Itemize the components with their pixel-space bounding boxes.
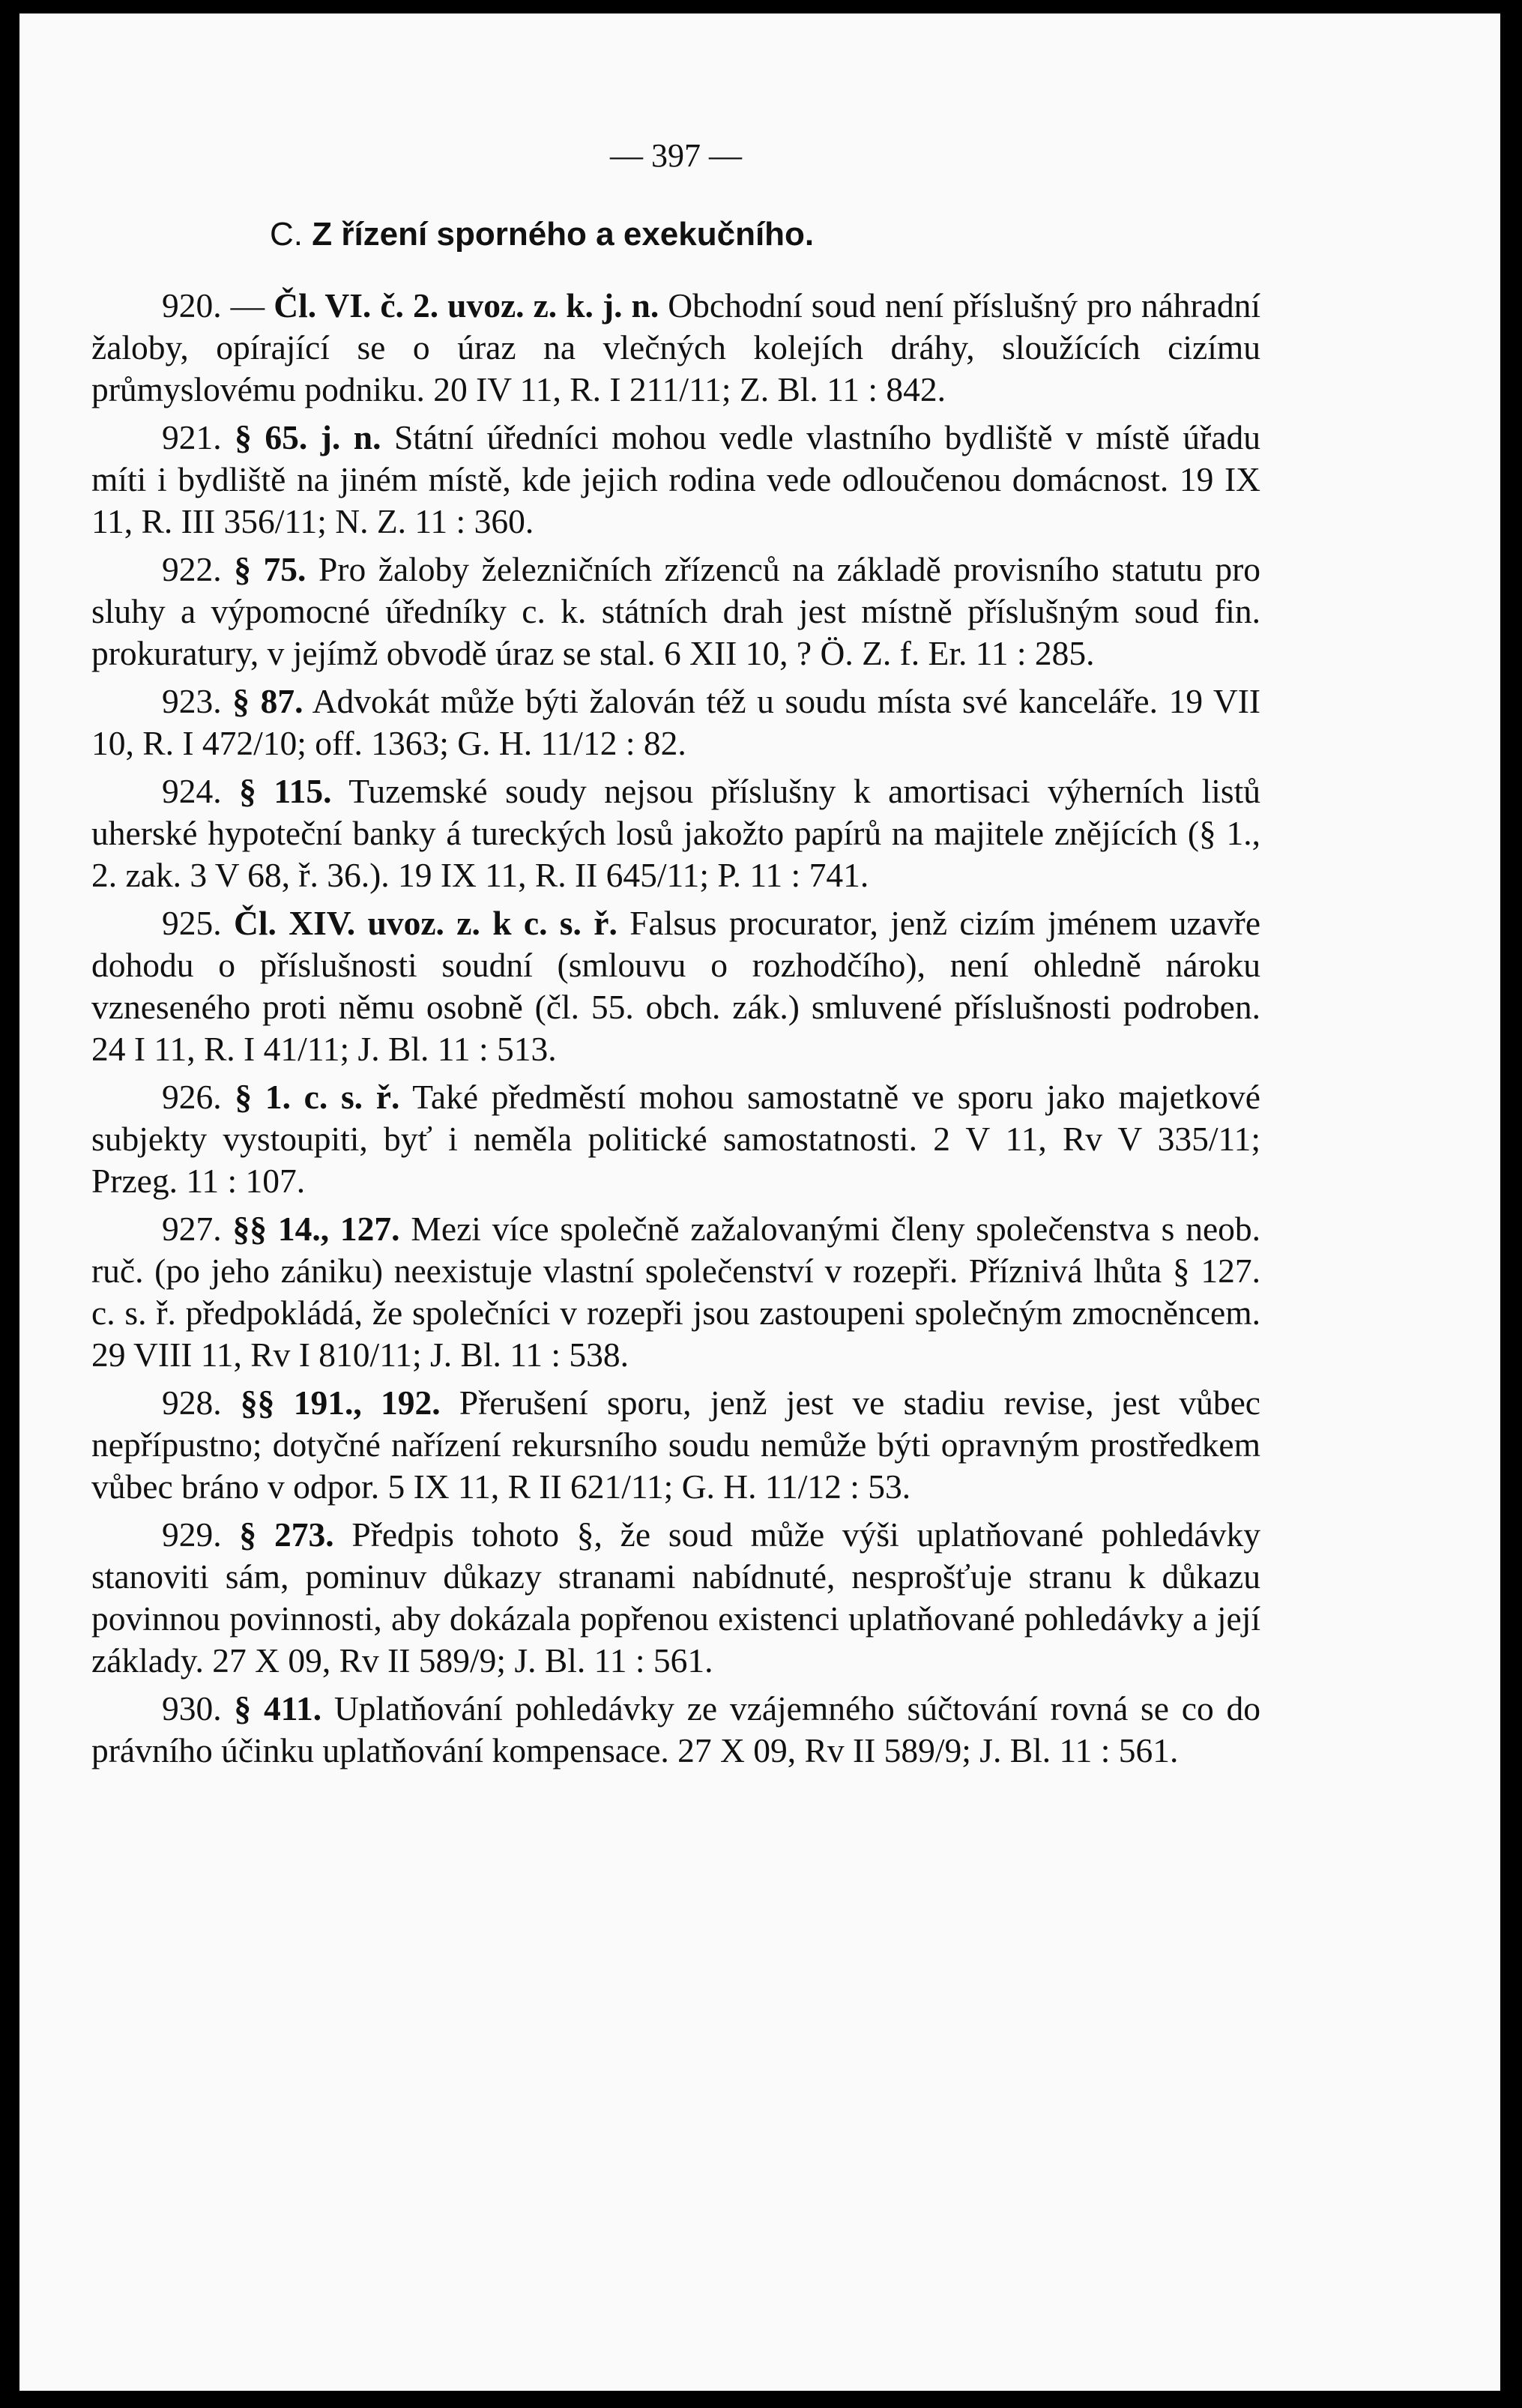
section-title-text: Z řízení sporného a exekučního. [312, 216, 815, 253]
entry-number: 929. [162, 1515, 222, 1554]
page-number: — 397 — [610, 137, 742, 174]
entry-reference: § 411. [234, 1689, 322, 1727]
entry-text: Mezi více společně zažalovanými členy společenstva s neob. ruč. (po jeho zániku) neexistuje vlastní společenství v rozepři. Příznivá lhůta § 127. c. s. ř. předpokládá, že společníci v rozepři jsou zastoupeni společným zmocněncem. 29 VIII 11, Rv I 810/11; J. Bl. 11 : 538. [91, 1210, 1261, 1374]
entry-number: 920. — [162, 286, 265, 325]
entry-926 [91, 1076, 1260, 1202]
entry-number: 926. [162, 1078, 222, 1116]
entry-930 [91, 1688, 1260, 1772]
entry-text: Obchodní soud není příslušný pro náhradní žaloby, opírající se o úraz na vlečných kolejích dráhy, sloužících cizímu průmyslovému podniku. 20 IV 11, R. I 211/11; Z. Bl. 11 : 842. [91, 286, 1261, 408]
entry-928 [91, 1382, 1260, 1508]
entry-925 [91, 902, 1260, 1070]
entry-text: Tuzemské soudy nejsou příslušny k amortisaci výherních listů uherské hypoteční banky á tureckých losů jakožto papírů na majitele znějících (§ 1., 2. zak. 3 V 68, ř. 36.). 19 IX 11, R. II 645/11; P. 11 : 741. [91, 772, 1260, 894]
entry-reference: § 65. j. n. [235, 418, 381, 456]
entry-number: 930. [162, 1689, 222, 1727]
entry-text: Uplatňování pohledávky ze vzájemného súčtování rovná se co do právního účinku uplatňování kompensace. 27 X 09, Rv II 589/9; J. Bl. 11 : 561. [91, 1689, 1260, 1769]
section-title [270, 211, 1260, 258]
section-prefix: C. [270, 216, 303, 253]
entry-reference: §§ 191., 192. [240, 1383, 441, 1422]
entry-number: 925. [162, 904, 222, 942]
entry-reference: Čl. VI. č. 2. uvoz. z. k. j. n. [274, 286, 659, 325]
entry-reference: § 75. [234, 550, 306, 588]
entry-number: 927. [162, 1210, 222, 1248]
entry-920 [91, 285, 1260, 411]
page-content [91, 133, 1260, 1778]
entry-reference: § 115. [239, 772, 332, 810]
entry-number: 922. [162, 550, 222, 588]
book-page [19, 13, 1500, 2391]
entry-927 [91, 1208, 1260, 1376]
entry-number: 921. [162, 418, 222, 456]
entry-number: 928. [162, 1383, 222, 1422]
entry-929 [91, 1514, 1260, 1682]
entry-text: Advokát může býti žalován též u soudu místa své kanceláře. 19 VII 10, R. I 472/10; off. 1363; G. H. 11/12 : 82. [91, 682, 1261, 762]
entry-text: Také předměstí mohou samostatně ve sporu jako majetkové subjekty vystoupiti, byť i neměla politické samostatnosti. 2 V 11, Rv V 335/11; Przeg. 11 : 107. [91, 1078, 1260, 1200]
entry-reference: § 273. [239, 1515, 334, 1554]
entry-923 [91, 681, 1260, 764]
entry-text: Falsus procurator, jenž cizím jménem uzavře dohodu o příslušnosti soudní (smlouvu o rozhodčího), není ohledně nároku vzneseného proti němu osobně (čl. 55. obch. zák.) smluvené příslušnosti podroben. 24 I 11, R. I 41/11; J. Bl. 11 : 513. [91, 904, 1261, 1068]
entry-reference: §§ 14., 127. [232, 1210, 400, 1248]
entry-922 [91, 549, 1260, 675]
entry-924 [91, 770, 1260, 896]
entry-text: Státní úředníci mohou vedle vlastního bydliště v místě úřadu míti i bydliště na jiném místě, kde jejich rodina vede odloučenou domácnost. 19 IX 11, R. III 356/11; N. Z. 11 : 360. [91, 418, 1261, 540]
entry-text: Předpis tohoto §, že soud může výši uplatňované pohledávky stanoviti sám, pominuv důkazy stranami nabídnuté, nesprošťuje stranu k důkazu povinnou povinnosti, aby dokázala popřenou existenci uplatňované pohledávky a její základy. 27 X 09, Rv II 589/9; J. Bl. 11 : 561. [91, 1515, 1261, 1680]
entry-reference: Čl. XIV. uvoz. z. k c. s. ř. [234, 904, 617, 942]
entry-number: 924. [162, 772, 222, 810]
entry-text: Pro žaloby železničních zřízenců na základě provisního statutu pro sluhy a výpomocné úředníky c. k. státních drah jest místně příslušným soud fin. prokuratury, v jejímž obvodě úraz se stal. 6 XII 10, ? Ö. Z. f. Er. 11 : 285. [91, 550, 1260, 672]
entry-reference: § 87. [232, 682, 304, 720]
entry-text: Přerušení sporu, jenž jest ve stadiu revise, jest vůbec nepřípustno; dotyčné nařízení rekursního soudu nemůže býti opravným prostředkem vůbec bráno v odpor. 5 IX 11, R II 621/11; G. H. 11/12 : 53. [91, 1383, 1261, 1506]
entry-921 [91, 417, 1260, 543]
entry-number: 923. [162, 682, 222, 720]
entry-reference: § 1. c. s. ř. [235, 1078, 400, 1116]
